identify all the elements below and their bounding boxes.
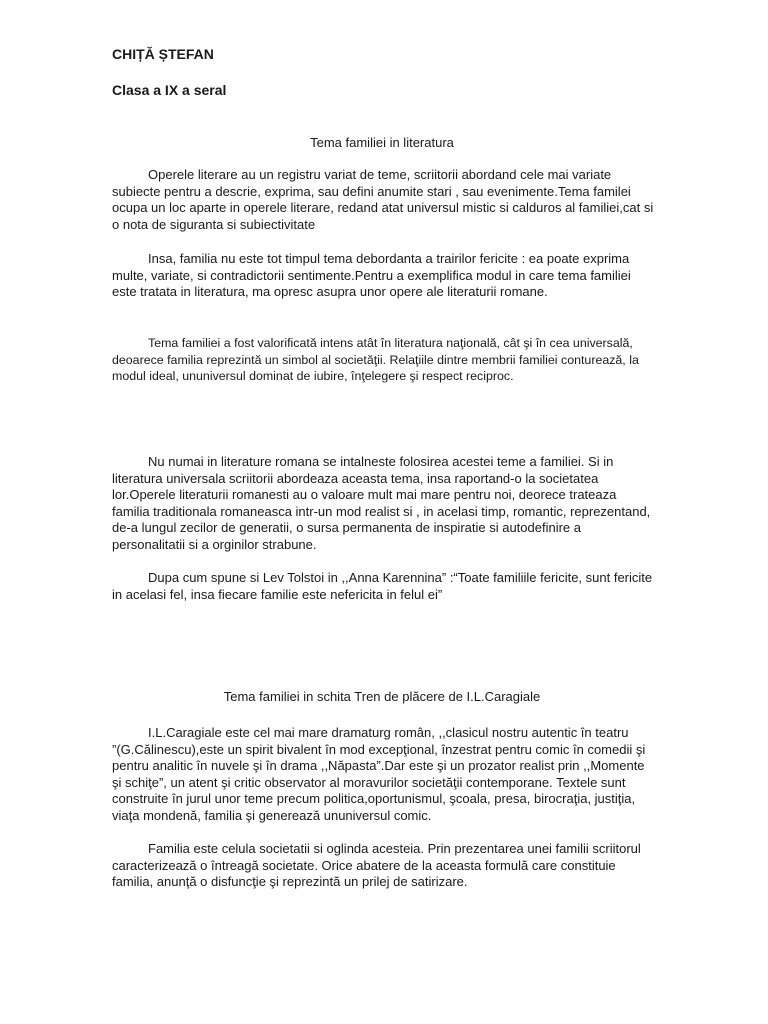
section-title-family-in-literature: Tema familiei in literatura: [310, 135, 454, 150]
paragraph-text: Nu numai in literature romana se intalneste folosirea acestei teme a familiei. Si in literatura universala scriitorii abordeaza aceasta tema, insa raportand-o la societatea lor.Operele literaturii romanesti au o valoare mult mai mare pentru noi, deorece trateaza familia traditionala romaneasca intr-un mod realist si , in acelasi timp, romantic, reprezentand, de-a lungul zecilor de generatii, o sursa permanenta de inspiratie si autodefinire a personalitatii si a orginilor strabune.: [112, 454, 651, 552]
class-label: Clasa a IX a seral: [112, 82, 227, 98]
paragraph: [112, 570, 657, 603]
paragraph: [112, 454, 657, 553]
paragraph: [112, 335, 657, 385]
section-title-caragiale: Tema familiei in schita Tren de plăcere de I.L.Caragiale: [223, 689, 541, 704]
paragraph: [112, 841, 657, 891]
paragraph-text: Dupa cum spune si Lev Tolstoi in ,,Anna Karennina” :“Toate familiile fericite, sunt fericite in acelasi fel, insa fiecare familie este nefericita in felul ei”: [112, 570, 653, 602]
paragraph-text: Insa, familia nu este tot timpul tema debordanta a trairilor fericite : ea poate exprima multe, variate, si contradictorii sentimente.Pentru a exemplifica modul in care tema familiei este tratata in literatura, ma opresc asupra unor opere ale literaturii romane.: [112, 251, 631, 299]
paragraph: [112, 167, 657, 233]
paragraph-text: Familia este celula societatii si oglinda acesteia. Prin prezentarea unei familii scriitorul caracterizează o întreagă societate. Orice abatere de la aceasta formulă care constituie familia, anunţă o disfuncţie şi reprezintă un prilej de satirizare.: [112, 841, 641, 889]
paragraph: [112, 725, 657, 824]
author-name: CHIȚĂ ȘTEFAN: [112, 46, 214, 62]
paragraph-text: Operele literare au un registru variat de teme, scriitorii abordand cele mai variate subiecte pentru a descrie, exprima, sau defini anumite stari , sau evenimente.Tema familei ocupa un loc aparte in operele literare, redand atat universul mistic si calduros al familiei,cat si o nota de siguranta si subiectivitate: [112, 167, 654, 232]
paragraph-text: Tema familiei a fost valorificată intens atât în literatura naţională, cât şi în cea universală, deoarece familia reprezintă un simbol al societăţii. Relaţiile dintre membrii familiei conturează, la modul ideal, ununiversul dominat de iubire, înţelegere şi respect reciproc.: [112, 336, 639, 383]
paragraph-text: I.L.Caragiale este cel mai mare dramaturg român, ,,clasicul nostru autentic în teatru ”(G.Călinescu),este un spirit bivalent în mod excepţional, înzestrat pentru comic în comedii şi pentru analitic în nuvele şi în drama ,,Năpasta”.Dar este şi un prozator realist prin ,,Momente şi schiţe”, un atent şi critic observator al moravurilor societăţii contemporane. Textele sunt construite în jurul unor teme precum politica,oportunismul, şcoala, presa, birocraţia, justiţia, viaţa mondenă, familia şi generează ununiversul comic.: [112, 725, 646, 823]
paragraph: [112, 251, 657, 301]
